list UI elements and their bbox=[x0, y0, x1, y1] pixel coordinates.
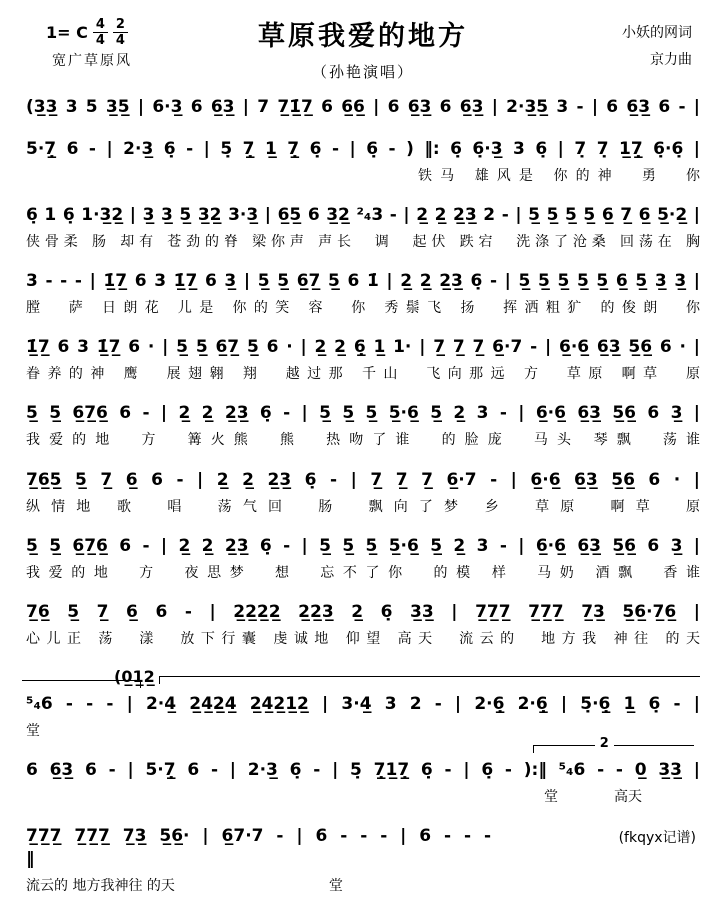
notation-line-9: 7̲6̲ 5̲ 7̲ 6̲ 6 - | 2̲2̲2̲2̲ 2̲2̲3̲ 2̲ 6̣ 3̲3̲ | 7̲7̲7̲ 7̲7̲7̲ 7̲3̲ 5̲6̲·7̲6̲ | bbox=[26, 601, 700, 622]
lyrics-line-8: 我爱的地 方 夜思梦 想 忘不了你 的模 样 马奶 酒飘 香谁 bbox=[26, 564, 700, 581]
music-system-8 bbox=[26, 535, 700, 582]
pickup-notes: (0̲1̲2̲ bbox=[114, 666, 155, 686]
notation-line-1: (3̲3̲ 3 5 3̲5̲ | 6·3̲ 6 6̲3̲ | 7 7̲1̲̇7̲ 6 6̲6̲ | 6 6̲3̲ 6 6̲3̲ | 2·3̲5̲ 3 - | 6 6̲3̲ 6 - | bbox=[26, 97, 700, 117]
score-header bbox=[26, 8, 700, 96]
music-system-5 bbox=[26, 336, 700, 383]
music-system-9 bbox=[26, 601, 700, 648]
notation-line-8: 5̲ 5̲ 6̲7̲6̲ 6 - | 2̲ 2̲ 2̲3̲ 6̣ - | 5̲ 5̲ 5̲ 5̲·6̲ 5̲ 2̲ 3 - | 6̲·6̲ 6̲3̲ 5̲6̲ 6 3̲ | bbox=[26, 535, 700, 556]
music-system-3 bbox=[26, 204, 700, 251]
lyrics-line-10: 堂 bbox=[26, 722, 40, 739]
performer-subtitle: （孙艳演唱） bbox=[311, 63, 414, 81]
key-prefix: 1= C bbox=[46, 23, 88, 42]
key-signature bbox=[46, 18, 128, 47]
lyrics-line-4: 膛 萨 日朗花 儿是 你的笑 容 你 秀鬃飞 扬 挥洒粗犷 的俊朗 你 bbox=[26, 300, 700, 317]
music-system-12 bbox=[26, 825, 700, 895]
transcriber-credit: (fkqyx记谱) bbox=[618, 830, 696, 847]
lyrics-line-3: 侠骨柔 肠 却有 苍劲的脊 梁你声 声长 调 起伏 跌宕 洗涤了沧桑 回荡在 胸 bbox=[26, 234, 700, 250]
volta-1-bracket-end bbox=[22, 680, 141, 688]
lyrics-line-6: 我爱的地 方 篝火熊 熊 热吻了谁 的脸庞 马头 琴飘 荡谁 bbox=[26, 432, 700, 449]
music-system-11 bbox=[26, 736, 700, 806]
lyrics-line-12: 流云的 地方我神往 的天 堂 bbox=[26, 878, 343, 895]
meter-4-4: 4 4 bbox=[93, 18, 108, 47]
notation-line-10: ⁵₄6 - - - | 2·4̲ 2̲4̲2̲4̲ 2̲4̲2̲1̲2̲ | 3·4̲ 3 2 - | 2·6̲̣ 2·6̲̣ | 5̣·6̲̣ 1̲ 6̣ - | bbox=[26, 693, 700, 714]
lyrics-line-5: 眷养的神 鹰 展翅翱 翔 越过那 千山 飞向那远 方 草原 啊草 原 bbox=[26, 366, 700, 383]
volta-1-bracket bbox=[159, 676, 700, 684]
music-system-10 bbox=[26, 693, 700, 740]
lyrics-line-2: 铁马 雄风是 你的神 勇 你 bbox=[418, 167, 700, 184]
notation-line-2: 5·7̲̣ 6 - | 2·3̲ 6̣ - | 5̣ 7̲̣ 1̲ 7̲̣ 6̣ - | 6̣ - ) ‖: 6̣ 6̣·3̲ 3 6̣ | 7̣ 7̣ 1̲7̲̣ 6̣·6̣ | bbox=[26, 138, 700, 159]
notation-line-6: 5̲ 5̲ 6̲7̲6̲ 6 - | 2̲ 2̲ 2̲3̲ 6̣ - | 5̲ 5̲ 5̲ 5̲·6̲ 5̲ 2̲ 3 - | 6̲·6̲ 6̲3̲ 5̲6̲ 6 3̲ | bbox=[26, 403, 700, 424]
lyrics-line-7: 纵情地 歌 唱 荡气回 肠 飘向了梦 乡 草原 啊草 原 bbox=[26, 498, 700, 515]
lyricist-credit: 小妖的网词 bbox=[622, 25, 692, 41]
music-system-6 bbox=[26, 402, 700, 449]
tempo-style-label: 宽广草原风 bbox=[52, 53, 132, 69]
notation-line-5: 1̲̇7̲ 6 3 1̲̇7̲ 6 · | 5̲ 5̲ 6̲7̲ 5̲ 6 · | 2̲ 2̲ 6̲̣ 1̲ 1· | 7̲ 7̲ 7̲ 6̲·7 - | 6̲·6̲ 6̲3̲ 5̲6̲ 6 · | bbox=[26, 337, 700, 358]
music-system-1 bbox=[26, 96, 700, 119]
composer-credit: 京力曲 bbox=[650, 51, 692, 68]
notation-line-4: 3 - - - | 1̲̇7̲ 6 3 1̲̇7̲ 6 3̲ | 5̲ 5̲ 6̲7̲ 5̲ 6 1̇ | 2̲ 2̲ 2̲3̲ 6̣ - | 5̲ 5̲ 5̲ 5̲ 5̲ 6̲ 5̲ 3̲ 3̲ | bbox=[26, 271, 700, 292]
notation-line-7: 7̲6̲5̲ 5̲ 7̲ 6̲ 6 - | 2̲ 2̲ 2̲3̲ 6̣ - | 7̲ 7̲ 7̲ 6̲·7 - | 6̲·6̲ 6̲3̲ 5̲6̲ 6 · | bbox=[26, 469, 700, 490]
music-system-7 bbox=[26, 469, 700, 516]
volta-2-bracket bbox=[533, 736, 694, 753]
song-title: 草原我爱的地方 bbox=[258, 21, 468, 52]
credits-block bbox=[622, 20, 692, 73]
notation-line-3: 6̣ 1 6̣ 1·3̲2̲ | 3̲ 3̲ 5̲ 3̲2̲ 3·3̲ | 6̲5̲ 6 3̲2̲ ²₄3 - | 2̲ 2̲ 2̲3̲ 2 - | 5̲ 5̲ 5̲ 5̲ 6̲ 7̲ 6̲ 5̲·2̲ | bbox=[26, 205, 700, 226]
music-system-4 bbox=[26, 270, 700, 317]
lyrics-line-9: 心儿正 荡 漾 放下行囊 虔诚地 仰望 高天 流云的 地方我 神往 的天 bbox=[26, 630, 700, 647]
notation-line-11: 6 6̲3̲ 6 - | 5·7̲̣ 6 - | 2·3̲ 6̣ - | 5̣ 7̲̣1̲7̲̣ 6̣ - | 6̣ - ):‖ ⁵₄6 - - 0̲ 3̲3̲ | bbox=[26, 760, 700, 781]
lyrics-line-11: 堂 高天 bbox=[544, 789, 642, 805]
music-system-2 bbox=[26, 138, 700, 185]
volta-2-number: 2 bbox=[595, 737, 614, 750]
meter-2-4: 2 4 bbox=[113, 18, 128, 47]
notation-line-12: 7̲7̲7̲ 7̲7̲7̲ 7̲3̲ 5̲6̲· | 6̲7·7 - | 6 - - - | 6 - - - ‖ bbox=[26, 826, 492, 870]
